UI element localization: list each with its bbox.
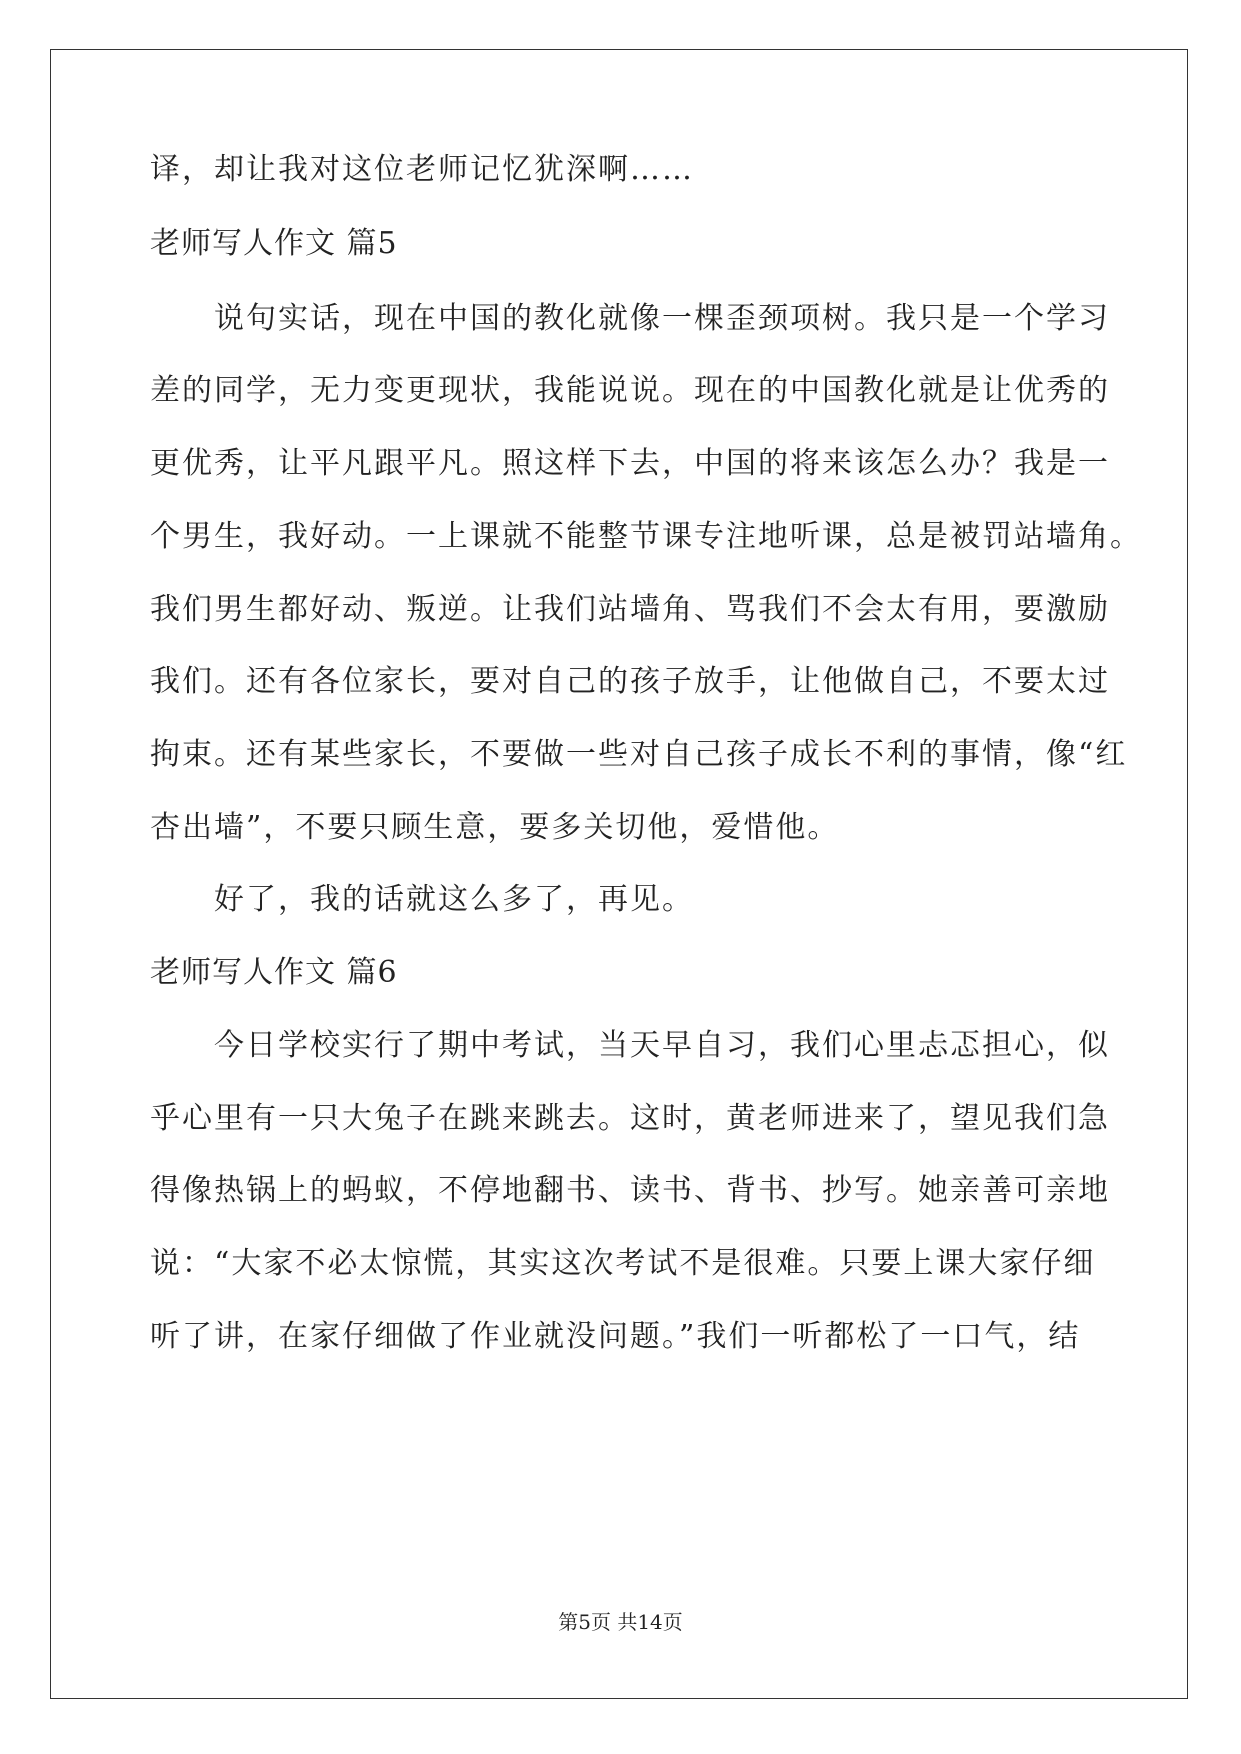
body-line: 拘束。还有某些家长，不要做一些对自己孩子成长不利的事情，像“红 (150, 737, 1128, 772)
page-border (50, 49, 1188, 1699)
body-line: 杏出墙”，不要只顾生意，要多关切他，爱惜他。 (150, 810, 840, 845)
body-line: 我们。还有各位家长，要对自己的孩子放手，让他做自己，不要太过 (150, 664, 1110, 699)
section-heading-5: 老师写人作文 篇5 (150, 226, 398, 261)
body-line: 好了，我的话就这么多了，再见。 (214, 882, 694, 917)
body-line: 今日学校实行了期中考试，当天早自习，我们心里忐忑担心，似 (214, 1028, 1110, 1063)
body-line: 听了讲，在家仔细做了作业就没问题。”我们一听都松了一口气，结 (150, 1319, 1081, 1354)
section-heading-6: 老师写人作文 篇6 (150, 955, 398, 990)
body-line: 译，却让我对这位老师记忆犹深啊…… (150, 152, 694, 187)
body-line: 说：“大家不必太惊慌，其实这次考试不是很难。只要上课大家仔细 (150, 1246, 1096, 1281)
body-line: 个男生，我好动。一上课就不能整节课专注地听课，总是被罚站墙角。 (150, 519, 1142, 554)
body-line: 乎心里有一只大兔子在跳来跳去。这时，黄老师进来了，望见我们急 (150, 1101, 1110, 1136)
body-line: 我们男生都好动、叛逆。让我们站墙角、骂我们不会太有用，要激励 (150, 592, 1110, 627)
page-number: 第5页 共14页 (558, 1610, 683, 1634)
body-line: 更优秀，让平凡跟平凡。照这样下去，中国的将来该怎么办？我是一 (150, 446, 1110, 481)
body-line: 说句实话，现在中国的教化就像一棵歪颈项树。我只是一个学习 (214, 301, 1110, 336)
body-line: 得像热锅上的蚂蚁，不停地翻书、读书、背书、抄写。她亲善可亲地 (150, 1173, 1110, 1208)
body-line: 差的同学，无力变更现状，我能说说。现在的中国教化就是让优秀的 (150, 373, 1110, 408)
